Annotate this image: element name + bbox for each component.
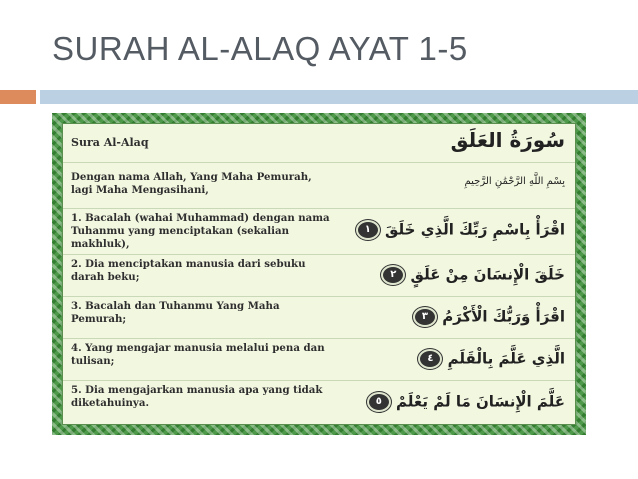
ayah-number-icon: ٣ — [413, 307, 437, 327]
title-accent-bar — [0, 90, 36, 104]
verse-arabic-text: اقْرَأْ بِاسْمِ رَبِّكَ الَّذِي خَلَقَ — [385, 220, 565, 239]
verse-arabic — [363, 392, 565, 412]
verse-arabic — [409, 307, 565, 327]
ayah-number-icon: ١ — [356, 220, 380, 240]
ayah-number-icon: ٢ — [381, 265, 405, 285]
basmala-translation: Dengan nama Allah, Yang Maha Pemurah, lagi Maha Mengasihani, — [71, 171, 312, 196]
basmala-arabic: بِسْمِ اللَّهِ الرَّحْمَٰنِ الرَّحِيمِ — [464, 176, 565, 187]
quran-panel-frame — [52, 113, 586, 435]
verse-arabic-text: الَّذِي عَلَّمَ بِالْقَلَمِ — [447, 349, 565, 368]
verse-arabic-text: اقْرَأْ وَرَبُّكَ الْأَكْرَمُ — [442, 307, 565, 326]
verse-arabic — [414, 349, 565, 369]
quran-panel — [62, 123, 576, 425]
verse-arabic-text: خَلَقَ الْإِنسَانَ مِنْ عَلَقٍ — [410, 265, 565, 284]
verse-translation: 3. Bacalah dan Tuhanmu Yang Maha Pemurah; — [71, 300, 280, 325]
verse-translation: 5. Dia mengajarkan manusia apa yang tidak diketahuinya. — [71, 384, 323, 409]
verse-row — [63, 338, 575, 381]
verse-arabic — [352, 220, 565, 240]
sura-arabic-title: سُورَةُ العَلَق — [450, 128, 565, 152]
sura-label: Sura Al-Alaq — [71, 136, 149, 149]
verse-row — [63, 296, 575, 339]
verse-row — [63, 208, 575, 255]
verse-translation: 2. Dia menciptakan manusia dari sebuku darah beku; — [71, 258, 306, 283]
verse-arabic — [377, 265, 565, 285]
title-rule — [40, 90, 638, 104]
verse-row — [63, 254, 575, 297]
sura-header-row — [63, 124, 575, 163]
basmala-row — [63, 162, 575, 209]
ayah-number-icon: ٤ — [418, 349, 442, 369]
verse-translation: 4. Yang mengajar manusia melalui pena dan tulisan; — [71, 342, 325, 367]
slide-title: SURAH AL-ALAQ AYAT 1-5 — [52, 30, 468, 67]
verse-row — [63, 380, 575, 425]
verse-translation: 1. Bacalah (wahai Muhammad) dengan nama Tuhanmu yang menciptakan (sekalian makhluk), — [71, 212, 330, 250]
verse-arabic-text: عَلَّمَ الْإِنسَانَ مَا لَمْ يَعْلَمْ — [396, 392, 565, 411]
ayah-number-icon: ٥ — [367, 392, 391, 412]
